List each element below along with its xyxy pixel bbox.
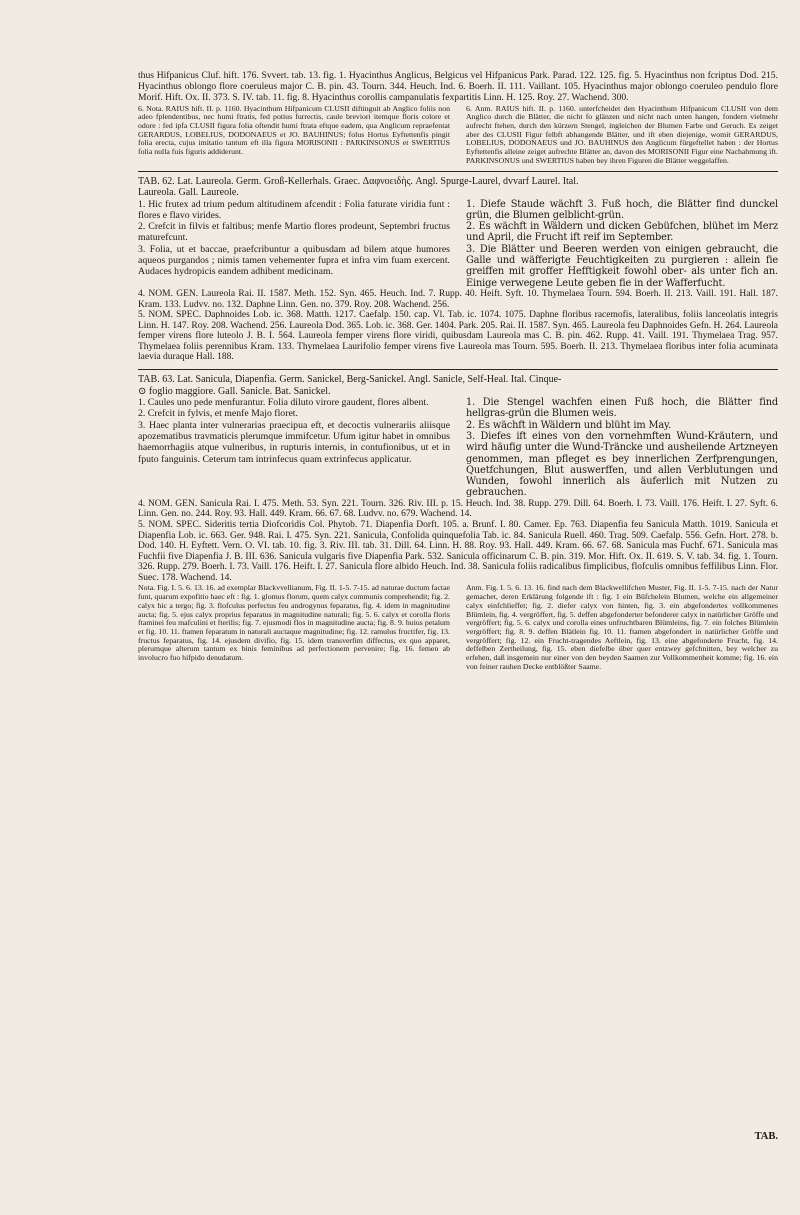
tab-63-columns <box>138 397 778 499</box>
tab-63-nota-latin: Nota. Fig. I. 5. 6. 13. 16. ad exemplar Blackvvellianum, Fig. II. 1-5. 7-15. ad naturae ductum factae funt, quarum expofitio haec eft : fig. 1. glomus florum, quem calyx communis comprehendit; fig. 2. calyx hic a tergo; fig. 3. flofculus perfectus feu androgynus feparatus, fig. 4. idem in magnitudine aucta; fig. 5. ejus calyx proprius feparatus in magnitudine naturali; fig. 5. 6. calyx et corolla floris ftaminei feu mafculini et fterilis; fig. 7. ejusmodi flos in magnitudine aucta; fig. 8. 9. huius petalum et fig. 10. 11. ftamen feparatum in naturali auctaque magnitudine; fig. 12. ramulus fructifer, fig. 13. fructus feparatus, fig. 14. ejusdem divifio, fig. 15. idem transverfim diffectus, ex quo apparet, plerumque alterum tantum ex binis feminibus ad perfectionem pervenire; fig. 16. femen ab involucro fuo hifpido denudatum. <box>138 583 450 663</box>
page <box>138 70 778 1200</box>
tab-62-latin-2: 2. Crefcit in filvis et faltibus; menfe Martio flores prodeunt, Septembri fructus maturefcunt. <box>138 221 450 244</box>
nota-german: 6. Anm. RAIUS hift. II. p. 1160. unterfcheidet den Hyacinthum Hifpanicum CLUSII von dem Anglico durch die Blätter, die nicht fo glänzen und nicht nach unten hangen, fondern vielmehr aufrecht ftehen, durch den kürzern Stengel, ingleichen der Blumen Farbe und Geruch. Es zeiget aber des CLUSII Figur felbft abhangende Blätter, und ift eben diejenige, womit GERARDUS, LOBELIUS, DODONAEUS und JO. BAUHINUS den Anglicum fürgeftellet haben : der Hortus Eyftettenfis alleine zeiget aufrechte Blätter an, davon des MORISONII Figur eine Nachahmung ift. PARKINSONUS und SWERTIUS haben bey ihren Figuren die Blätter weggelaffen. <box>466 103 778 165</box>
tab-63-nom-gen: 4. NOM. GEN. Sanicula Rai. I. 475. Meth. 53. Syn. 221. Tourn. 326. Riv. III. p. 15. Heuch. Ind. 38. Rupp. 279. Dill. 64. Boerh. I. 73. Vaill. 176. Heift. I. 27. Syft. 6. Linn. Gen. no. 244. Roy. 93. Hall. 449. Kram. 66. 67. 68. Ludvv. no. 679. Wachend. 14. <box>138 498 778 520</box>
tab-62-german-2: 2. Es wächft in Wäldern und dicken Gebüfchen, blühet im Merz und April, die Frucht ift reif im September. <box>466 221 778 244</box>
divider <box>138 369 778 370</box>
tab-63-heading: TAB. 63. Lat. Sanicula, Diapenfia. Germ. Sanickel, Berg-Sanickel. Angl. Sanicle, Self-Heal. Ital. Cinque- <box>138 374 562 386</box>
tab-63-nom-spec: 5. NOM. SPEC. Sideritis tertia Diofcoridis Col. Phytob. 71. Diapenfia Dorft. 105. a. Brunf. I. 80. Camer. Ep. 763. Diapenfia feu Sanicula Matth. 1019. Sanicula et Diapenfia Lob. ic. 663. Ger. 948. Rai. I. 475. Syn. 221. Sanicula, Confolida quinquefolia Tab. ic. 84. Sanicula Ruell. 460. Trag. 509. Caefalp. 556. Gefn. Hort. 278. b. Dod. 140. H. Eyftett. Vern. O. VI. tab. 10. fig. 3. Riv. III. tab. 31. Dill. 64. Linn. H. 88. Roy. 93. Hall. 449. Kram. 66. 67. 68. Sanicula mas Fuchf. 671. Sanicula mas Fuchfii five Diapenfia J. B. III. 636. Sanicula vulgaris five Diapenfia Park. 532. Sanicula officinarum C. B. pin. 319. Mor. Hift. Ox. II. 619. S. V. tab. 34. fig. 1. Tourn. 326. Rupp. 279. Boerh. I. 73. Vaill. 176. Heift. I. 27. Sanicula flore albido Heuch. Ind. 38. Sanicula foliis radicalibus fimplicibus, flofculis omnibus feffilibus Linn. Flor. Suec. 178. Wachend. 14. <box>138 519 778 583</box>
tab-62-latin-1: 1. Hic frutex ad trium pedum altitudinem afcendit : Folia faturate viridia funt : flores e flavo virides. <box>138 198 450 221</box>
tab-62-german-1: 1. Diefe Staude wächft 3. Fuß hoch, die Blätter find dunckel grün, die Blumen gelblicht-grün. <box>466 198 778 221</box>
tab-62-nom-spec: 5. NOM. SPEC. Daphnoides Lob. ic. 368. Matth. 1217. Caefalp. 150. cap. Vl. Tab. ic. 1074. 1075. Daphne floribus racemofis, lateralibus, foliis lanceolatis integris Linn. H. 147. Roy. 208. Wachend. 256. Laureola Dod. 365. Lob. ic. 368. Ger. 1404. Park. 205. Rai. II. 1587. Syn. 465. Laureola feu Daphnoides Gefn. H. 264. Laureola femper virens flore luteolo J. B. I. 564. Laureola femper virens flore viridi, quibusdam Laureola mas C. B. pin. 462. Rupp. 41. Vaill. 191. Thymelaea Trag. 957. Thymelaea foliis perennibus Kram. 133. Thymelaea Laurifolio femper virens five Laureola mas Tourn. 595. Boerh. II. 213. Thymelaea floribus inter folia acuminata laevia duraque Hall. 188. <box>138 310 778 363</box>
divider <box>138 171 778 172</box>
tab-62-nom-gen: 4. NOM. GEN. Laureola Rai. II. 1587. Meth. 152. Syn. 465. Heuch. Ind. 7. Rupp. 40. Heift. Syft. 10. Thymelaea Tourn. 594. Boerh. II. 213. Vaill. 191. Hall. 187. Kram. 133. Ludvv. no. 132. Daphne Linn. Gen. no. 379. Roy. 208. Wachend. 256. <box>138 288 778 310</box>
tab-62-latin-column <box>138 199 450 289</box>
top-intro-paragraph: thus Hifpanicus Cluf. hift. 176. Svvert. tab. 13. fig. 1. Hyacinthus Anglicus, Belgicus vel Hifpanicus Park. Parad. 122. 125. fig. 5. Hyacinthus non fcriptus Dod. 215. Hyacinthus oblongo flore coeruleus major C. B. pin. 43. Tourn. 344. Heuch. Ind. 6. Boerh. II. 111. Vaillant. 105. Hyacinthus major oblongo coeruleo pendulo flore Morif. Hift. Ox. II. 373. S. IV. tab. 11. fig. 8. Hyacinthus corollis campanulatis fexpartitis Linn. H. 125. Roy. 27. Wachend. 300. <box>138 70 778 104</box>
tab-63-german-2: 2. Es wächft in Wäldern und blüht im May. <box>466 419 672 431</box>
tab-63-german-1: 1. Die Stengel wachfen einen Fuß hoch, die Blätter find hellgras-grün die Blumen weis. <box>466 397 778 420</box>
tab-63-nota-german: Anm. Fig. I. 5. 6. 13. 16. find nach dem Blackwellifchen Muster, Fig. II. 1-5. 7-15. nach der Natur gemachet, deren Erklärung folgende ift : fig. 1 ein Büfchelein Blumen, welche ein allgemeiner calyx einfchlieffet; fig. 2. diefer calyx von hinten, fig. 3. ein abgefondertes vollkommenes Blümlein, fig. 4. vergröffert, fig. 5. deffen abgefonderter befonderer calyx in natürlicher Gröffe und vergröffert; fig. 5. 6. calyx und corolla eines unfruchtbaren Blümleins, fig. 7. ein folches Blümlein vergröffert; fig. 8. 9. deffen Blätlein fig. 10. 11. ftamen abgefondert in natürlicher Gröffe und vergröffert; fig. 12. ein Frucht-tragendes Aeftlein, fig. 13. eine abgefonderte Frucht, fig. 14. deffelben Zertheilung, fig. 15. eben diefelbe über quer entzwey gefchnitten, bey welcher zu erfehen, daß insgemein nur einer von den beyden Saamen zur Vollkommenheit komme; fig. 16. ein von feiner rauhen Decke entblößter Saame. <box>466 583 778 671</box>
tab-63-latin-2: 2. Crefcit in fylvis, et menfe Majo floret. <box>138 408 298 420</box>
tab-63-heading-continued: ⊙ foglio maggiore. Gall. Sanicle. Bat. Sanickel. <box>138 385 331 397</box>
tab-62-german-3: 3. Die Blätter und Beeren werden von einigen gebraucht, die Galle und wäfferigte Feuchtigkeiten zu purgieren : allein fie greiffen mit groffer Hefftigkeit fowohl ober- als unter fich an. Einige verwegene Leute geben fie in der Wafferfucht. <box>466 243 778 289</box>
tab-63-german-3: 3. Diefes ift eines von den vornehmften Wund-Kräutern, und wird häufig unter die Wund-Träncke und ausheilende Artzneyen genommen, man pfleget es bey innerlichen Zerfprengungen, Quetfchungen, Blut auswerffen, und allen Verblutungen und Wunden, fowohl innerlich als äuferlich mit Nutzen zu gebrauchen. <box>466 430 778 499</box>
top-nota-columns <box>138 105 778 166</box>
catchword: TAB. <box>754 1131 778 1142</box>
tab-62-section <box>138 176 778 364</box>
tab-63-latin-1: 1. Caules uno pede menfurantur. Folia diluto virore gaudent, flores albent. <box>138 397 429 409</box>
tab-62-heading: TAB. 62. Lat. Laureola. Germ. Groß-Kellerhals. Graec. Δαφνοειδὴς. Angl. Spurge-Laurel, dvvarf Laurel. Ital. <box>138 175 579 187</box>
tab-62-german-column <box>466 199 778 289</box>
tab-63-nota-columns <box>138 584 778 671</box>
tab-62-latin-3: 3. Folia, ut et baccae, praefcribuntur a quibusdam ad bilem atque humores aqueos purgandos ; nimis tamen vehementer fupra et infra vim fuam exercent. Audaces hydropicis eandem adhibent medicinam. <box>138 243 450 278</box>
tab-63-section <box>138 374 778 671</box>
tab-62-columns <box>138 199 778 289</box>
tab-63-latin-column <box>138 397 450 499</box>
tab-63-german-column <box>466 397 778 499</box>
nota-latin: 6. Nota. RAIUS hift. II. p. 1160. Hyacinthum Hifpanicum CLUSII diftinguit ab Anglico foliis non adeo fplendentibus, nec humi ftratis, fed potius furrectis, caule breviori itemque floris colore et odore : fed ipfa CLUSII figura folia oftendit humi ftrata eftque eadem, qua Anglicum repraefentat GERARDUS, LOBELIUS, DODONAEUS et JO. BAUHINUS; folus Hortus Eyftettenfis pingit folia erecta, cujus imitatio tantum eft illa figura MORISONII : PARKINSONUS et SWERTIUS folia nulla fuis figuris addiderunt. <box>138 103 450 157</box>
tab-63-latin-3: 3. Haec planta inter vulnerarias praecipua eft, et decoctis vulnerariis aliisque apozematibus travmaticis plerumque immifcetur. Ufum igitur habet in omnibus haemorrhagiis atque vulneribus, in rupturis internis, in contufionibus, ut et in fputo fanguinis. Ceterum tam intrinfecus quam extrinfecus applicatur. <box>138 419 450 465</box>
tab-62-heading-continued: Laureola. Gall. Laureole. <box>138 187 239 199</box>
